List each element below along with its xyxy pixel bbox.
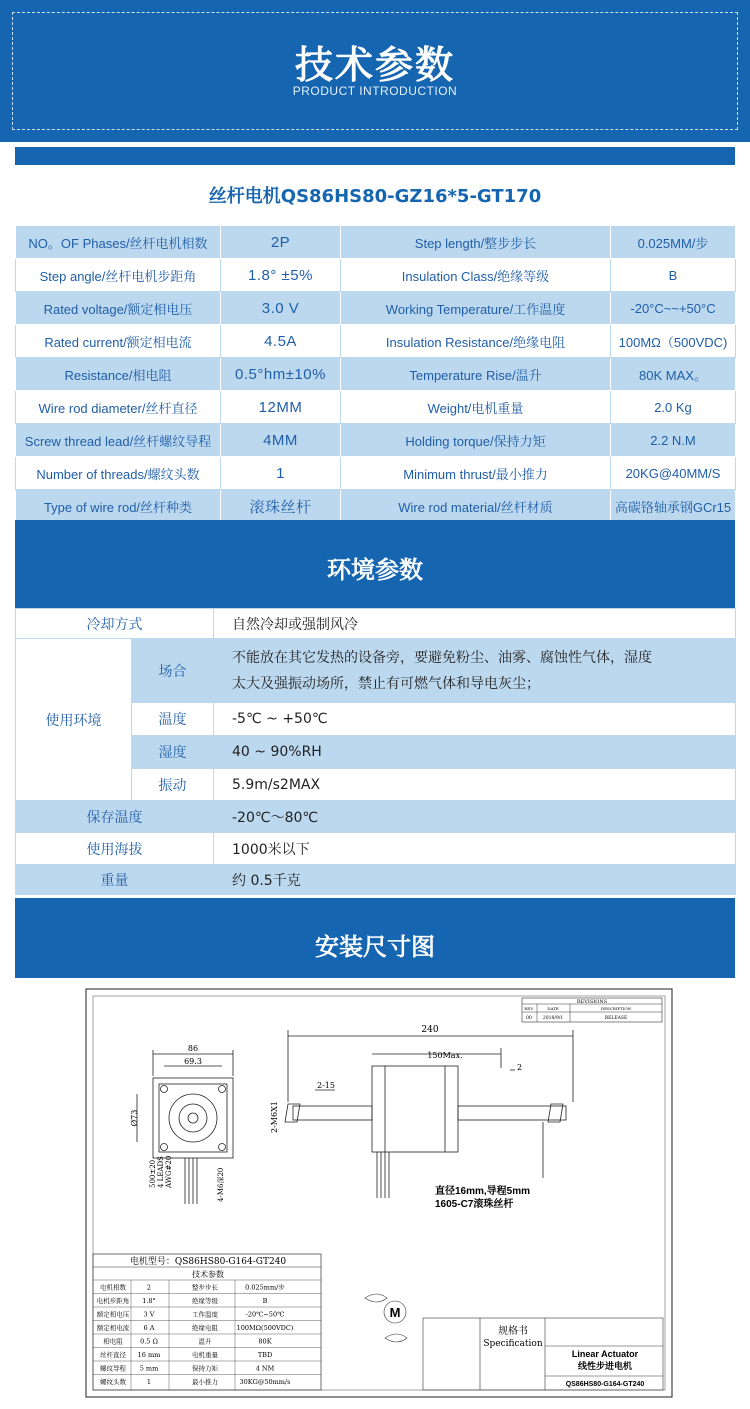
dim-86: 86 [187, 1044, 199, 1053]
product-name-en: Linear Actuator [571, 1349, 639, 1359]
occasion-value-line2: 太大及强振动场所，禁止有可燃气体和导电灰尘； [232, 675, 540, 692]
spec-label: Wire rod material/丝杆材质 [341, 490, 611, 523]
spec-label: Insulation Resistance/绝缘电阻 [341, 325, 611, 358]
spec-value: 滚珠丝杆 [221, 490, 341, 523]
installation-drawing [85, 988, 673, 1398]
humidity-label: 湿度 [132, 736, 214, 769]
occasion-label: 场合 [132, 639, 214, 703]
spec-label: Holding torque/保持力矩 [341, 424, 611, 457]
mini-cell: 16 mm [137, 1351, 161, 1359]
screw-note-1: 直径16mm,导程5mm [435, 1186, 531, 1197]
env-table [15, 608, 736, 895]
mini-cell: 6 A [143, 1324, 155, 1332]
dim-69-3: 69.3 [184, 1057, 202, 1066]
mini-cell: 螺纹头数 [100, 1378, 126, 1386]
occasion-value [214, 639, 736, 703]
spec-value: B [611, 259, 736, 292]
spec-value: 2.2 N.M [611, 424, 736, 457]
altitude-label: 使用海拔 [16, 833, 214, 865]
mini-table-title: 技术参数 [192, 1270, 224, 1279]
altitude-value: 1000米以下 [214, 833, 736, 865]
spec-value: 3.0 V [221, 292, 341, 325]
spec-row [16, 292, 736, 325]
env-section-title: 环境参数 [15, 520, 735, 608]
spec-label: Wire rod diameter/丝杆直径 [16, 391, 221, 424]
spec-label: Type of wire rod/丝杆种类 [16, 490, 221, 523]
spec-value: 4MM [221, 424, 341, 457]
spec-label: Rated current/额定相电流 [16, 325, 221, 358]
mini-cell: 30KG@50mm/s [239, 1378, 291, 1386]
mini-cell: 保持力矩 [192, 1364, 218, 1373]
spec-label: Step angle/丝杆电机步距角 [16, 259, 221, 292]
spec-value: 100MΩ（500VDC) [611, 325, 736, 358]
spec-label: Working Temperature/工作温度 [341, 292, 611, 325]
dim-2-m6: 2-M6X1 [270, 1101, 279, 1133]
spec-label: Temperature Rise/温升 [341, 358, 611, 391]
release-label: RELEASE [604, 1016, 628, 1021]
mini-cell: 温升 [198, 1337, 212, 1346]
mini-cell: 工作温度 [192, 1310, 218, 1319]
spec-label: Number of threads/螺纹头数 [16, 457, 221, 490]
product-name-cn: 线性步进电机 [577, 1362, 633, 1372]
vibration-value: 5.9m/s2MAX [214, 769, 736, 801]
spec-title: 规格书 [498, 1326, 528, 1337]
model-title: 丝杆电机QS86HS80-GZ16*5-GT170 [208, 186, 542, 207]
install-section-title: 安装尺寸图 [15, 898, 735, 978]
leads-length: 500±20 [149, 1159, 157, 1188]
vibration-label: 振动 [132, 769, 214, 801]
part-number: QS86HS80-G164-GT240 [565, 1381, 645, 1388]
mini-cell: 100MΩ(500VDC) [236, 1324, 294, 1332]
mini-cell: B [262, 1297, 268, 1305]
date-label: DATE [547, 1006, 559, 1011]
screw-note-2: 1605-C7滚珠丝杆 [435, 1199, 514, 1210]
mini-cell: 1.8° [142, 1297, 156, 1305]
mini-cell: 绝缘等级 [192, 1297, 218, 1305]
spec-value: 2.0 Kg [611, 391, 736, 424]
occasion-value-line1: 不能放在其它发热的设备旁，要避免粉尘、油雾、腐蚀性气体，湿度 [232, 649, 652, 666]
leads-awg: AWG#20 [165, 1155, 173, 1188]
spec-value: 0.025MM/步 [611, 226, 736, 259]
rev-date: 2018/9/1 [542, 1016, 564, 1021]
humidity-value: 40 ~ 90%RH [214, 736, 736, 769]
spec-label: Screw thread lead/丝杆螺纹导程 [16, 424, 221, 457]
spec-label: NO。OF Phases/丝杆电机相数 [16, 226, 221, 259]
mini-cell: 0.025mm/步 [245, 1283, 285, 1292]
mini-cell: TBD [257, 1351, 273, 1359]
weight-label: 重量 [16, 865, 214, 895]
weight-value: 约 0.5千克 [214, 865, 736, 895]
spec-value: 12MM [221, 391, 341, 424]
mini-cell: 4 NM [255, 1364, 275, 1373]
header-banner [0, 0, 750, 142]
spec-table [15, 225, 736, 523]
mini-cell: 丝杆直径 [100, 1351, 126, 1359]
dim-240: 240 [421, 1025, 439, 1035]
temp-value: -5℃ ~ +50℃ [214, 703, 736, 736]
spec-row [16, 325, 736, 358]
mini-cell: 绝缘电阻 [192, 1324, 218, 1332]
mini-cell: -20℃~50℃ [245, 1310, 285, 1319]
dim-2-15: 2-15 [317, 1081, 335, 1090]
mini-cell: 螺纹导程 [100, 1364, 126, 1373]
mini-cell: 电机重量 [192, 1351, 218, 1359]
spec-row [16, 457, 736, 490]
spec-label: Step length/整步步长 [341, 226, 611, 259]
mini-cell: 5 mm [139, 1364, 159, 1373]
leads-count: 4 LEADS [157, 1156, 165, 1188]
mini-cell: 电机步距角 [96, 1297, 130, 1305]
mini-cell: 额定相电压 [96, 1310, 130, 1319]
rev-number: 00 [526, 1016, 532, 1021]
storage-value: -20℃～80℃ [214, 801, 736, 833]
spec-label: Weight/电机重量 [341, 391, 611, 424]
spec-value: 80K MAX。 [611, 358, 736, 391]
mini-cell: 最小推力 [192, 1378, 218, 1386]
mini-cell: 80K [258, 1337, 272, 1346]
spec-row [16, 226, 736, 259]
spec-row [16, 391, 736, 424]
page-title: 技术参数 [294, 43, 455, 87]
mini-cell: 1 [146, 1378, 152, 1386]
spec-value: 0.5°hm±10% [221, 358, 341, 391]
dim-4-m6: 4-M6深20 [217, 1167, 225, 1202]
spec-value: 4.5A [221, 325, 341, 358]
use-env-label: 使用环境 [16, 639, 132, 801]
cooling-label: 冷却方式 [16, 609, 214, 639]
spec-value: 1 [221, 457, 341, 490]
dim-150: 150Max. [427, 1051, 463, 1060]
divider-bar [15, 147, 735, 165]
spec-title-en: Specification [483, 1339, 543, 1349]
spec-label: Resistance/相电阻 [16, 358, 221, 391]
mini-cell: 3 V [143, 1310, 155, 1319]
page-subtitle: PRODUCT INTRODUCTION [292, 84, 458, 98]
spec-row [16, 424, 736, 457]
dim-2: 2 [517, 1063, 523, 1072]
mini-cell: 电机相数 [100, 1283, 126, 1292]
spec-row [16, 259, 736, 292]
dim-d73: Ø73 [130, 1109, 139, 1127]
spec-value: 高碳铬轴承钢GCr15 [611, 490, 736, 523]
spec-label: Insulation Class/绝缘等级 [341, 259, 611, 292]
spec-value: 20KG@40MM/S [611, 457, 736, 490]
mini-cell: 0.5 Ω [140, 1337, 158, 1346]
spec-label: Minimum thrust/最小推力 [341, 457, 611, 490]
spec-value: 2P [221, 226, 341, 259]
mini-cell: 额定相电流 [96, 1324, 130, 1332]
revisions-label: REVISIONS [576, 999, 608, 1005]
drawing-frame [86, 989, 672, 1397]
rev-label: REV. [524, 1006, 534, 1011]
mini-cell: 相电阻 [103, 1337, 123, 1346]
description-label: DESCRIPTION [600, 1006, 632, 1011]
spec-row [16, 358, 736, 391]
spec-value: -20°C~~+50°C [611, 292, 736, 325]
storage-label: 保存温度 [16, 801, 214, 833]
mini-model-label: 电机型号：QS86HS80-G164-GT240 [129, 1257, 287, 1267]
temp-label: 温度 [132, 703, 214, 736]
mini-cell: 整步步长 [192, 1283, 218, 1292]
spec-row [16, 490, 736, 523]
spec-label: Rated voltage/额定相电压 [16, 292, 221, 325]
company-logo-letter: M [389, 1305, 401, 1320]
cooling-value: 自然冷却或强制风冷 [214, 609, 736, 639]
spec-value: 1.8° ±5% [221, 259, 341, 292]
mini-cell: 2 [146, 1283, 152, 1292]
